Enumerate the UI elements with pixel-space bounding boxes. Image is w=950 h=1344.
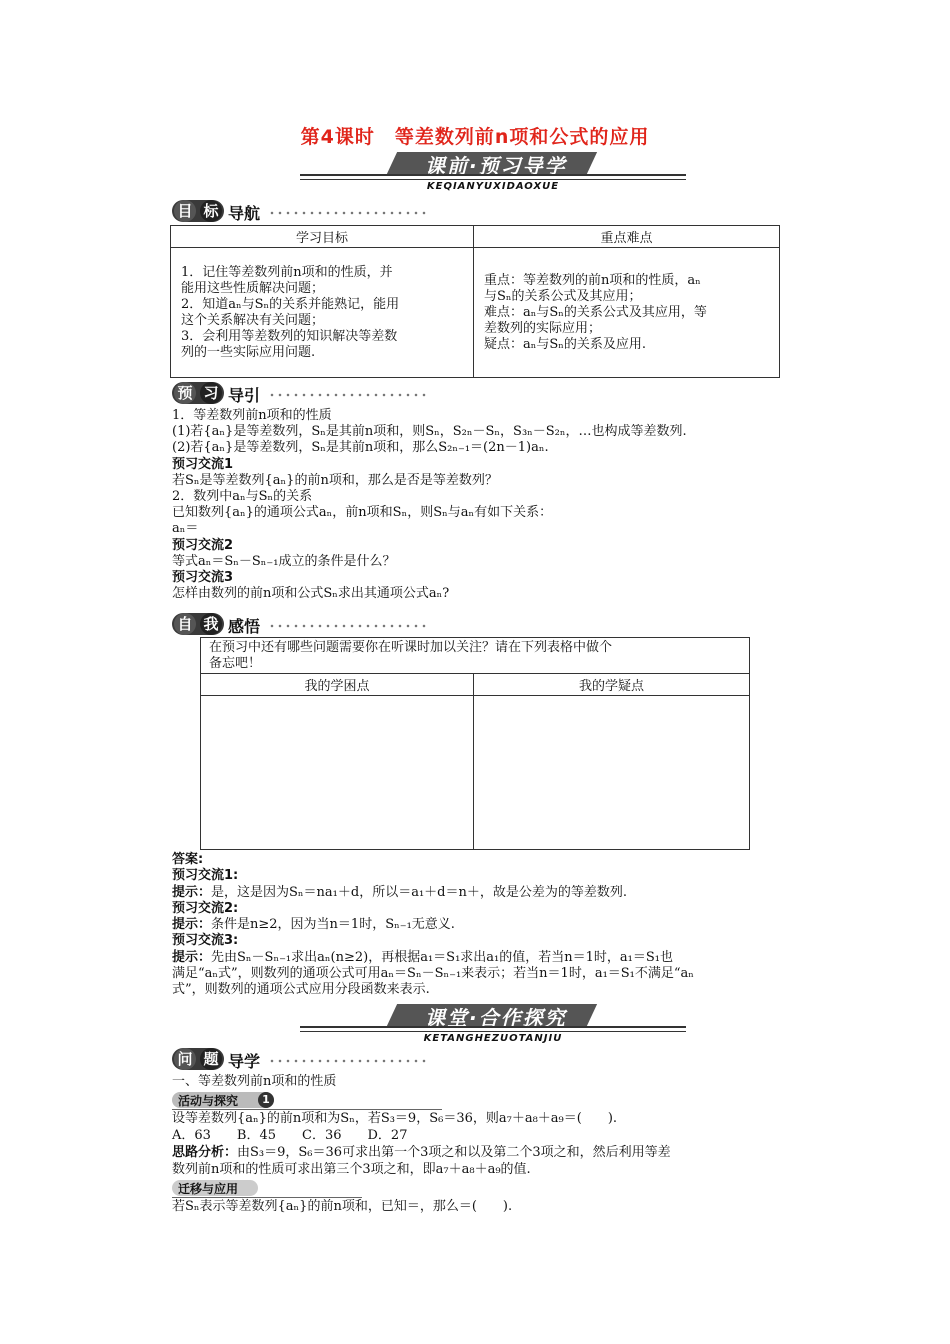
text-line: 怎样由数列的前n项和公式Sₙ求出其通项公式aₙ?	[172, 586, 450, 602]
badge-char: 目	[174, 200, 196, 222]
activity-tag	[172, 1092, 452, 1110]
answers-content	[172, 852, 822, 999]
text-line	[172, 950, 822, 966]
badge-char: 标	[200, 200, 222, 222]
question-2: 若Sₙ表示等差数列{aₙ}的前n项和，已知＝，那么＝( ).	[172, 1199, 513, 1214]
banner-label: 课前·预习导学	[425, 154, 567, 178]
reflection-prompt	[201, 638, 750, 674]
activity-label: 活动与探究	[178, 1094, 239, 1108]
preview-content	[172, 408, 812, 602]
section-banner-classroom	[300, 1002, 686, 1032]
section-label: 感悟	[228, 617, 261, 636]
badge-char: 预	[174, 382, 196, 404]
text-line: 差数列的实际应用；	[484, 320, 602, 336]
section-label: 导航	[228, 204, 261, 223]
text-line: 1．等差数列前n项和的性质	[172, 408, 332, 423]
difficulties-cell[interactable]	[201, 696, 474, 850]
badge-char: 问	[174, 1048, 196, 1070]
text-line: 若Sₙ是等差数列{aₙ}的前n项和，那么是否是等差数列？	[172, 472, 498, 488]
text-line: 能用这些性质解决问题；	[181, 280, 325, 296]
hint-key: 提示：	[172, 917, 212, 933]
text-line: 式”，则数列的通项公式应用分段函数来表示.	[172, 982, 430, 998]
text-line: 1．记住等差数列前n项和的性质，并	[181, 264, 393, 280]
text-line: 预习交流3:	[172, 933, 239, 949]
banner-label: 课堂·合作探究	[425, 1006, 567, 1030]
badge-char: 习	[200, 382, 222, 404]
text-line: 这个关系解决有关问题；	[181, 312, 325, 328]
badge-char: 自	[174, 613, 196, 635]
section-label: 导学	[228, 1052, 261, 1071]
text-line: (1)若{aₙ}是等差数列，Sₙ是其前n项和，则Sₙ，S₂ₙ－Sₙ，S₃ₙ－S₂ₙ，…也构成等差数列.	[172, 424, 687, 440]
section-header-reflection	[172, 613, 442, 637]
text-line: 预习交流2:	[172, 900, 239, 916]
text-line: 等式aₙ＝Sₙ－Sₙ₋₁成立的条件是什么？	[172, 553, 396, 569]
goal-table	[170, 225, 780, 378]
text-line: 满足“aₙ式”，则数列的通项公式可用aₙ＝Sₙ－Sₙ₋₁来表示；若当n＝1时，a₁＝S₁不满足“aₙ	[172, 966, 694, 982]
doubts-cell[interactable]	[474, 696, 750, 850]
text-line	[172, 917, 822, 933]
hint-text: 条件是n≥2，因为当n＝1时，Sₙ₋₁无意义.	[211, 917, 455, 933]
text-line: 难点：aₙ与Sₙ的关系公式及其应用，等	[484, 304, 707, 320]
text-line: 预习交流3	[172, 570, 234, 586]
text-line: 2．数列中aₙ与Sₙ的关系	[172, 489, 313, 505]
page-title: 第4课时 等差数列前n项和公式的应用	[300, 126, 650, 148]
badge-char: 我	[200, 613, 222, 635]
text-line: 预习交流2	[172, 537, 234, 553]
banner-subtitle: KEQIANYUXIDAOXUE	[426, 181, 560, 192]
text-line: 列的一些实际应用问题.	[181, 344, 316, 360]
text-line: 在预习中还有哪些问题需要你在听课时加以关注？请在下列表格中做个	[209, 639, 613, 655]
analysis-text: 由S₃＝9，S₆＝36可求出第一个3项之和以及第二个3项之和，然后利用等差	[237, 1145, 671, 1160]
transfer-label: 迁移与应用	[178, 1182, 239, 1196]
hint-text: 是，这是因为Sₙ＝na₁＋d，所以＝a₁＋d＝n＋，故是公差为的等差数列.	[211, 884, 627, 900]
answer-options: A．63 B．45 C．36 D．27	[172, 1128, 408, 1143]
section-header-goals	[172, 200, 442, 224]
text-line	[172, 885, 822, 901]
activity-number: 1	[258, 1092, 274, 1108]
topic-heading: 一、等差数列前n项和的性质	[172, 1074, 337, 1089]
text-line: 预习交流1:	[172, 868, 239, 884]
banner-subtitle: KETANGHEZUOTANJIU	[423, 1033, 563, 1044]
section-header-problems	[172, 1048, 442, 1072]
text-line: 预习交流1	[172, 456, 234, 472]
analysis-line: 数列前n项和的性质可求出第三个3项之和，即a₇＋a₈＋a₉的值.	[172, 1162, 531, 1177]
section-header-preview	[172, 382, 442, 406]
learning-goals-cell	[171, 248, 474, 378]
text-line: (2)若{aₙ}是等差数列，Sₙ是其前n项和，那么S₂ₙ₋₁＝(2n－1)aₙ.	[172, 440, 549, 456]
text-line: aₙ＝	[172, 521, 199, 537]
text-line: 疑点：aₙ与Sₙ的关系及应用.	[484, 336, 647, 352]
reflection-table	[200, 637, 750, 850]
dotted-rule	[268, 1059, 428, 1063]
text-line: 3．会利用等差数列的知识解决等差数	[181, 328, 398, 344]
hint-text: 先由Sₙ－Sₙ₋₁求出aₙ(n≥2)，再根据a₁＝S₁求出a₁的值，若当n＝1时，a₁＝S₁也	[211, 949, 673, 965]
section-label: 导引	[228, 386, 261, 405]
hint-key: 提示：	[172, 884, 212, 900]
text-line: 与Sₙ的关系公式及其应用；	[484, 288, 642, 304]
text-line: 重点：等差数列的前n项和的性质，aₙ	[484, 272, 701, 288]
text-line: 已知数列{aₙ}的通项公式aₙ，前n项和Sₙ，则Sₙ与aₙ有如下关系：	[172, 505, 553, 521]
hint-key: 提示：	[172, 949, 212, 965]
question-1: 设等差数列{aₙ}的前n项和为Sₙ，若S₃＝9，S₆＝36，则a₇＋a₈＋a₉＝( ).	[172, 1111, 618, 1126]
dotted-rule	[268, 624, 428, 628]
analysis-key: 思路分析：	[172, 1145, 238, 1160]
analysis-line	[172, 1145, 671, 1161]
text-line: 2．知道aₙ与Sₙ的关系并能熟记，能用	[181, 296, 400, 312]
dotted-rule	[268, 211, 428, 215]
text-line: 答案:	[172, 852, 204, 867]
section-banner-preview	[300, 150, 686, 180]
key-points-cell	[474, 248, 780, 378]
goal-table-header: 学习目标	[171, 226, 474, 248]
text-line: 备忘吧！	[209, 655, 262, 671]
transfer-tag	[172, 1180, 452, 1198]
dotted-rule	[268, 393, 428, 397]
badge-char: 题	[200, 1048, 222, 1070]
goal-table-header: 重点难点	[474, 226, 780, 248]
col-header-difficulties: 我的学困点	[201, 674, 474, 696]
col-header-doubts: 我的学疑点	[474, 674, 750, 696]
